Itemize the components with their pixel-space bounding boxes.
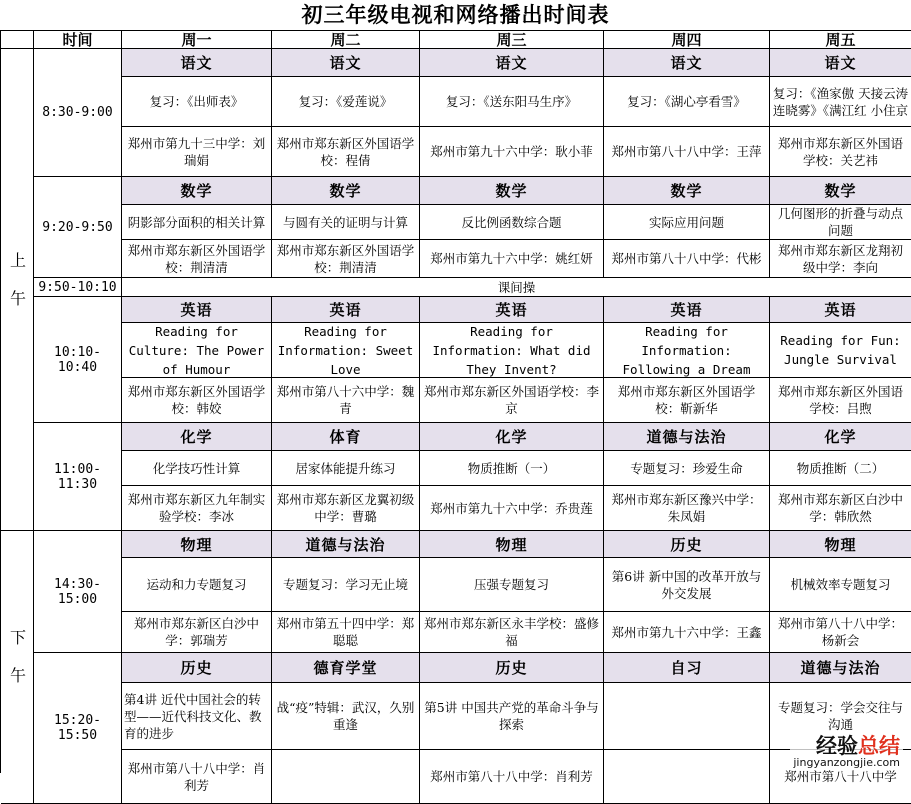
subject-cell: 语文 [122, 49, 272, 77]
time-slot-1: 8:30-9:00 [34, 49, 122, 177]
header-time: 时间 [34, 31, 122, 49]
subject-cell: 道德与法治 [272, 531, 420, 558]
topic-cell: 压强专题复习 [420, 558, 604, 612]
teacher-cell: 郑州市郑东新区外国语学校：荆清清 [272, 240, 420, 278]
subject-cell: 自习 [604, 653, 770, 683]
teacher-cell: 郑州市郑东新区外国语学校：程倩 [272, 127, 420, 177]
corner-cell [1, 31, 34, 49]
topic-cell: 专题复习：学习无止境 [272, 558, 420, 612]
topic-cell: 阴影部分面积的相关计算 [122, 205, 272, 240]
subject-cell: 数学 [272, 177, 420, 205]
header-day-thu: 周四 [604, 31, 770, 49]
topic-cell: 与圆有关的证明与计算 [272, 205, 420, 240]
break-time: 9:50-10:10 [34, 278, 122, 297]
subject-cell: 英语 [272, 297, 420, 323]
teacher-cell: 郑州市郑东新区外国语学校：吕煦 [770, 378, 911, 423]
subject-cell: 化学 [420, 423, 604, 451]
topic-cell: 机械效率专题复习 [770, 558, 911, 612]
topic-cell: 实际应用问题 [604, 205, 770, 240]
topic-cell: 复习：《渔家傲 天接云涛连晓雾》《满江红 小住京 [770, 77, 911, 127]
watermark [790, 735, 903, 769]
subject-cell: 道德与法治 [604, 423, 770, 451]
topic-cell: 战“疫”特辑：武汉，久别重逢 [272, 683, 420, 750]
subject-cell: 体育 [272, 423, 420, 451]
time-slot-2: 9:20-9:50 [34, 177, 122, 278]
header-day-tue: 周二 [272, 31, 420, 49]
subject-cell: 英语 [770, 297, 911, 323]
topic-cell: 几何图形的折叠与动点问题 [770, 205, 911, 240]
teacher-cell: 郑州市郑东新区龙翔初级中学：李向 [770, 240, 911, 278]
time-slot-3: 10:10-10:40 [34, 297, 122, 423]
subject-cell: 化学 [122, 423, 272, 451]
topic-cell: Reading for Information: Sweet Love [272, 323, 420, 378]
teacher-cell: 郑州市郑东新区九年制实验学校：李冰 [122, 486, 272, 531]
topic-cell [604, 683, 770, 750]
teacher-cell: 郑州市郑东新区外国语学校：荆清清 [122, 240, 272, 278]
subject-cell: 物理 [420, 531, 604, 558]
teacher-cell: 郑州市第八十八中学：代彬 [604, 240, 770, 278]
subject-cell: 数学 [122, 177, 272, 205]
topic-cell: 物质推断（一） [420, 451, 604, 486]
subject-cell: 语文 [604, 49, 770, 77]
topic-cell: Reading for Information: Following a Dream [604, 323, 770, 378]
teacher-cell: 郑州市第九十三中学：刘瑞娟 [122, 127, 272, 177]
watermark-logo: 经验总结 [816, 734, 900, 758]
topic-cell: 复习：《出师表》 [122, 77, 272, 127]
teacher-cell: 郑州市郑东新区外国语学校：韩姣 [122, 378, 272, 423]
topic-cell: 第4讲 近代中国社会的转型——近代科技文化、教育的进步 [122, 683, 272, 750]
subject-cell: 历史 [604, 531, 770, 558]
topic-cell: 化学技巧性计算 [122, 451, 272, 486]
break-label: 课间操 [122, 278, 911, 297]
teacher-cell: 郑州市第八十八中学：肖利芳 [122, 750, 272, 804]
teacher-cell: 郑州市第九十六中学：乔贵莲 [420, 486, 604, 531]
header-day-fri: 周五 [770, 31, 911, 49]
subject-cell: 历史 [420, 653, 604, 683]
teacher-cell: 郑州市郑东新区永丰学校：盛修福 [420, 612, 604, 653]
topic-cell: 居家体能提升练习 [272, 451, 420, 486]
subject-cell: 英语 [420, 297, 604, 323]
time-slot-6: 15:20-15:50 [34, 653, 122, 804]
topic-cell: 反比例函数综合题 [420, 205, 604, 240]
subject-cell: 语文 [272, 49, 420, 77]
teacher-cell: 郑州市第八十八中学 [770, 750, 911, 804]
subject-cell: 物理 [122, 531, 272, 558]
time-slot-5: 14:30-15:00 [34, 531, 122, 653]
teacher-cell: 郑州市第八十八中学：王萍 [604, 127, 770, 177]
period-pm: 下午 [1, 531, 34, 804]
subject-cell: 历史 [122, 653, 272, 683]
watermark-url: jingyanzongjie.com [793, 756, 900, 769]
schedule-table [0, 30, 911, 793]
subject-cell: 数学 [770, 177, 911, 205]
topic-cell: 专题复习：珍爱生命 [604, 451, 770, 486]
topic-cell: 专题复习：学会交往与沟通 [770, 683, 911, 750]
topic-cell: Reading for Information: What did They Invent? [420, 323, 604, 378]
subject-cell: 德育学堂 [272, 653, 420, 683]
subject-cell: 道德与法治 [770, 653, 911, 683]
teacher-cell: 郑州市第八十八中学：肖利芳 [420, 750, 604, 804]
topic-cell: 第6讲 新中国的改革开放与外交发展 [604, 558, 770, 612]
topic-cell: 运动和力专题复习 [122, 558, 272, 612]
teacher-cell: 郑州市第五十四中学：郑聪聪 [272, 612, 420, 653]
teacher-cell: 郑州市第九十六中学：耿小菲 [420, 127, 604, 177]
topic-cell: Reading for Culture: The Power of Humour [122, 323, 272, 378]
topic-cell: 复习：《湖心亭看雪》 [604, 77, 770, 127]
subject-cell: 化学 [770, 423, 911, 451]
topic-cell: 复习：《爱莲说》 [272, 77, 420, 127]
teacher-cell: 郑州市郑东新区白沙中学：郭瑞芳 [122, 612, 272, 653]
teacher-cell: 郑州市第八十八中学：杨新会 [770, 612, 911, 653]
subject-cell: 数学 [604, 177, 770, 205]
period-am: 上午 [1, 49, 34, 531]
teacher-cell: 郑州市郑东新区龙翼初级中学：曹璐 [272, 486, 420, 531]
time-slot-4: 11:00-11:30 [34, 423, 122, 531]
subject-cell: 语文 [420, 49, 604, 77]
topic-cell: 复习：《送东阳马生序》 [420, 77, 604, 127]
page-title: 初三年级电视和网络播出时间表 [301, 2, 610, 27]
header-day-wed: 周三 [420, 31, 604, 49]
teacher-cell: 郑州市郑东新区豫兴中学：朱凤娟 [604, 486, 770, 531]
subject-cell: 数学 [420, 177, 604, 205]
teacher-cell: 郑州市郑东新区外国语学校：李京 [420, 378, 604, 423]
teacher-cell: 郑州市郑东新区外国语学校：靳新华 [604, 378, 770, 423]
teacher-cell [272, 750, 420, 804]
topic-cell: 第5讲 中国共产党的革命斗争与探索 [420, 683, 604, 750]
header-day-mon: 周一 [122, 31, 272, 49]
teacher-cell: 郑州市第八十六中学：魏青 [272, 378, 420, 423]
topic-cell: Reading for Fun: Jungle Survival [770, 323, 911, 378]
subject-cell: 物理 [770, 531, 911, 558]
subject-cell: 英语 [122, 297, 272, 323]
teacher-cell: 郑州市第九十六中学：姚红妍 [420, 240, 604, 278]
topic-cell: 物质推断（二） [770, 451, 911, 486]
subject-cell: 英语 [604, 297, 770, 323]
teacher-cell: 郑州市郑东新区外国语学校：关艺祎 [770, 127, 911, 177]
teacher-cell [604, 750, 770, 804]
subject-cell: 语文 [770, 49, 911, 77]
teacher-cell: 郑州市郑东新区白沙中学：韩欣然 [770, 486, 911, 531]
teacher-cell: 郑州市第九十六中学：王鑫 [604, 612, 770, 653]
